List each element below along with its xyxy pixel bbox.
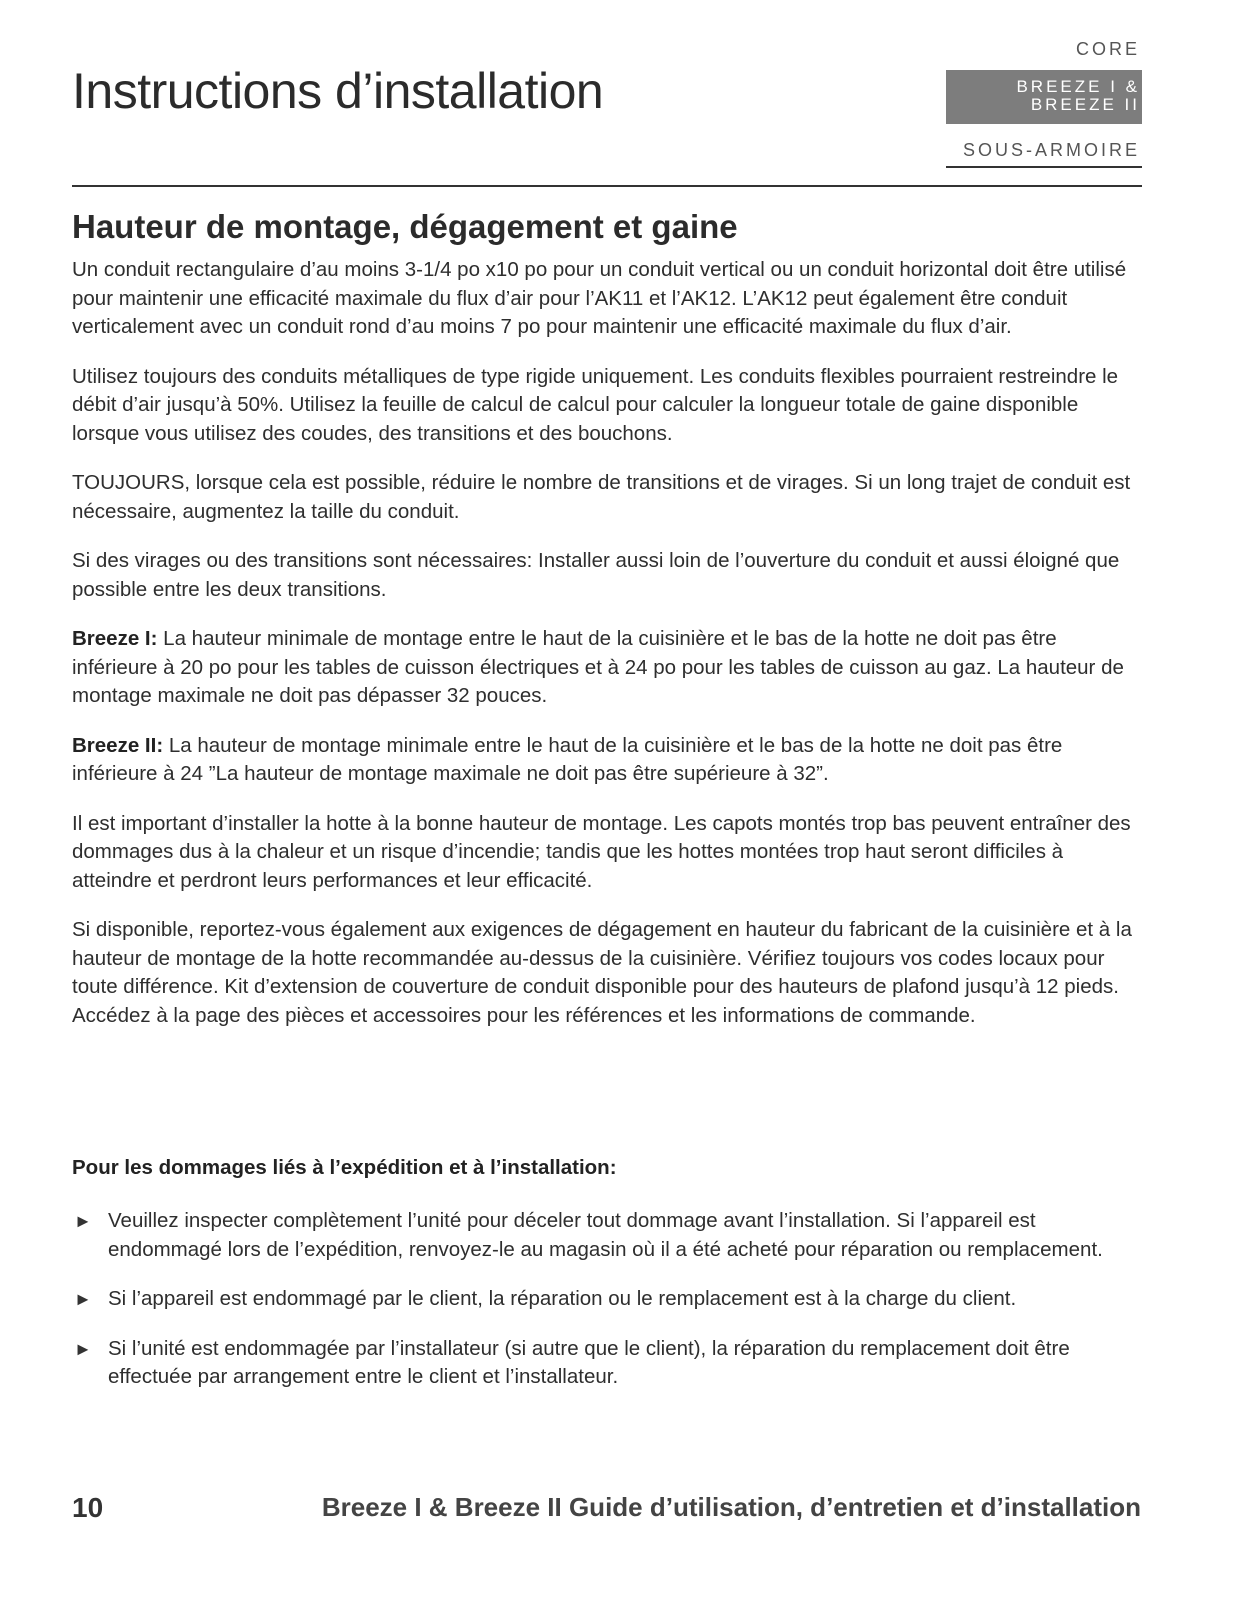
list-item [72,1285,1144,1314]
tab-sous-armoire: SOUS-ARMOIRE [946,134,1142,168]
arrow-bullet-icon: ► [74,1289,92,1309]
list-item [72,1207,1144,1264]
paragraph-duct-size: Un conduit rectangulaire d’au moins 3-1/4 po x10 po pour un conduit vertical ou un conduit horizontal doit être utilisé pour maintenir une efficacité maximale du flux d’air pour l’AK11 et l’AK12. L’AK12 peut également être conduit verticalement avec un conduit rond d’au moins 7 po pour maintenir une efficacité maximale du flux d’air. [72,258,1127,338]
section-title: Hauteur de montage, dégagement et gaine [72,208,738,245]
footer-doc-title: Breeze I & Breeze II Guide d’utilisation, d’entretien et d’installation [321,1492,1141,1522]
paragraph-breeze-2 [72,732,1144,789]
damage-title: Pour les dommages liés à l’expédition et à l’installation: [72,1156,617,1179]
arrow-bullet-icon: ► [74,1211,92,1231]
list-item-text: Si l’appareil est endommagé par le client, la réparation ou le remplacement est à la charge du client. [108,1287,1017,1310]
paragraph-breeze-1 [72,625,1144,711]
page-title: Instructions d’installation [72,63,604,119]
paragraph-mounting-height: Il est important d’installer la hotte à la bonne hauteur de montage. Les capots montés trop bas peuvent entraîner des dommages dus à la chaleur et un risque d’incendie; tandis que les hottes montées trop haut seront difficiles à atteindre et perdront leurs performances et leur efficacité. [72,811,1131,892]
breeze-2-text: La hauteur de montage minimale entre le haut de la cuisinière et le bas de la hotte ne doit pas être inférieure à 24 ”La hauteur de montage maximale ne doit pas être supérieure à 32”. [72,733,1063,785]
page-number: 10 [72,1492,104,1523]
paragraph-transitions: TOUJOURS, lorsque cela est possible, réduire le nombre de transitions et de virages. Si un long trajet de conduit est nécessaire, augmentez la taille du conduit. [72,471,1131,523]
list-item [72,1335,1144,1392]
breeze-1-label: Breeze I: [72,627,158,650]
breeze-2-label: Breeze II: [72,733,164,757]
header-divider [72,185,1142,187]
tab-breeze-line2: BREEZE II [1030,95,1140,114]
tab-breeze-line1: BREEZE I & [1016,77,1140,96]
section-tabs [946,36,1142,168]
list-item-text: Si l’unité est endommagée par l’installateur (si autre que le client), la réparation du remplacement doit être effectuée par arrangement entre le client et l’installateur. [108,1336,1070,1388]
list-item-text: Veuillez inspecter complètement l’unité pour déceler tout dommage avant l’installation. Si l’appareil est endommagé lors de l’expédition, renvoyez-le au magasin où il a été acheté pour réparation ou remplacement. [108,1209,1103,1261]
damage-list [72,1207,1144,1413]
paragraph-clearance: Si disponible, reportez-vous également aux exigences de dégagement en hauteur du fabricant de la cuisinière et à la hauteur de montage de la hotte recommandée au-dessus de la cuisinière. Vérifiez toujours vos codes locaux pour toute différence. Kit d’extension de couverture de conduit disponible pour des hauteurs de plafond jusqu’à 12 pieds. Accédez à la page des pièces et accessoires pour les références et les informations de commande. [72,918,1132,1027]
tab-core: CORE [1075,39,1140,59]
breeze-1-text: La hauteur minimale de montage entre le haut de la cuisinière et le bas de la hotte ne doit pas être inférieure à 20 po pour les tables de cuisson électriques et à 24 po pour les tables de cuisson au gaz. La hauteur de montage maximale ne doit pas dépasser 32 pouces. [72,627,1124,707]
arrow-bullet-icon: ► [74,1338,92,1359]
paragraph-rigid-duct: Utilisez toujours des conduits métalliques de type rigide uniquement. Les conduits flexibles pourraient restreindre le débit d’air jusqu’à 50%. Utilisez la feuille de calcul de calcul pour calculer la longueur totale de gaine disponible lorsque vous utilisez des coudes, des transitions et des bouchons. [72,364,1119,445]
section-body [72,256,1144,1051]
paragraph-bends: Si des virages ou des transitions sont nécessaires: Installer aussi loin de l’ouverture du conduit et aussi éloigné que possible entre les deux transitions. [72,549,1120,601]
tab-breeze-active [946,70,1142,124]
